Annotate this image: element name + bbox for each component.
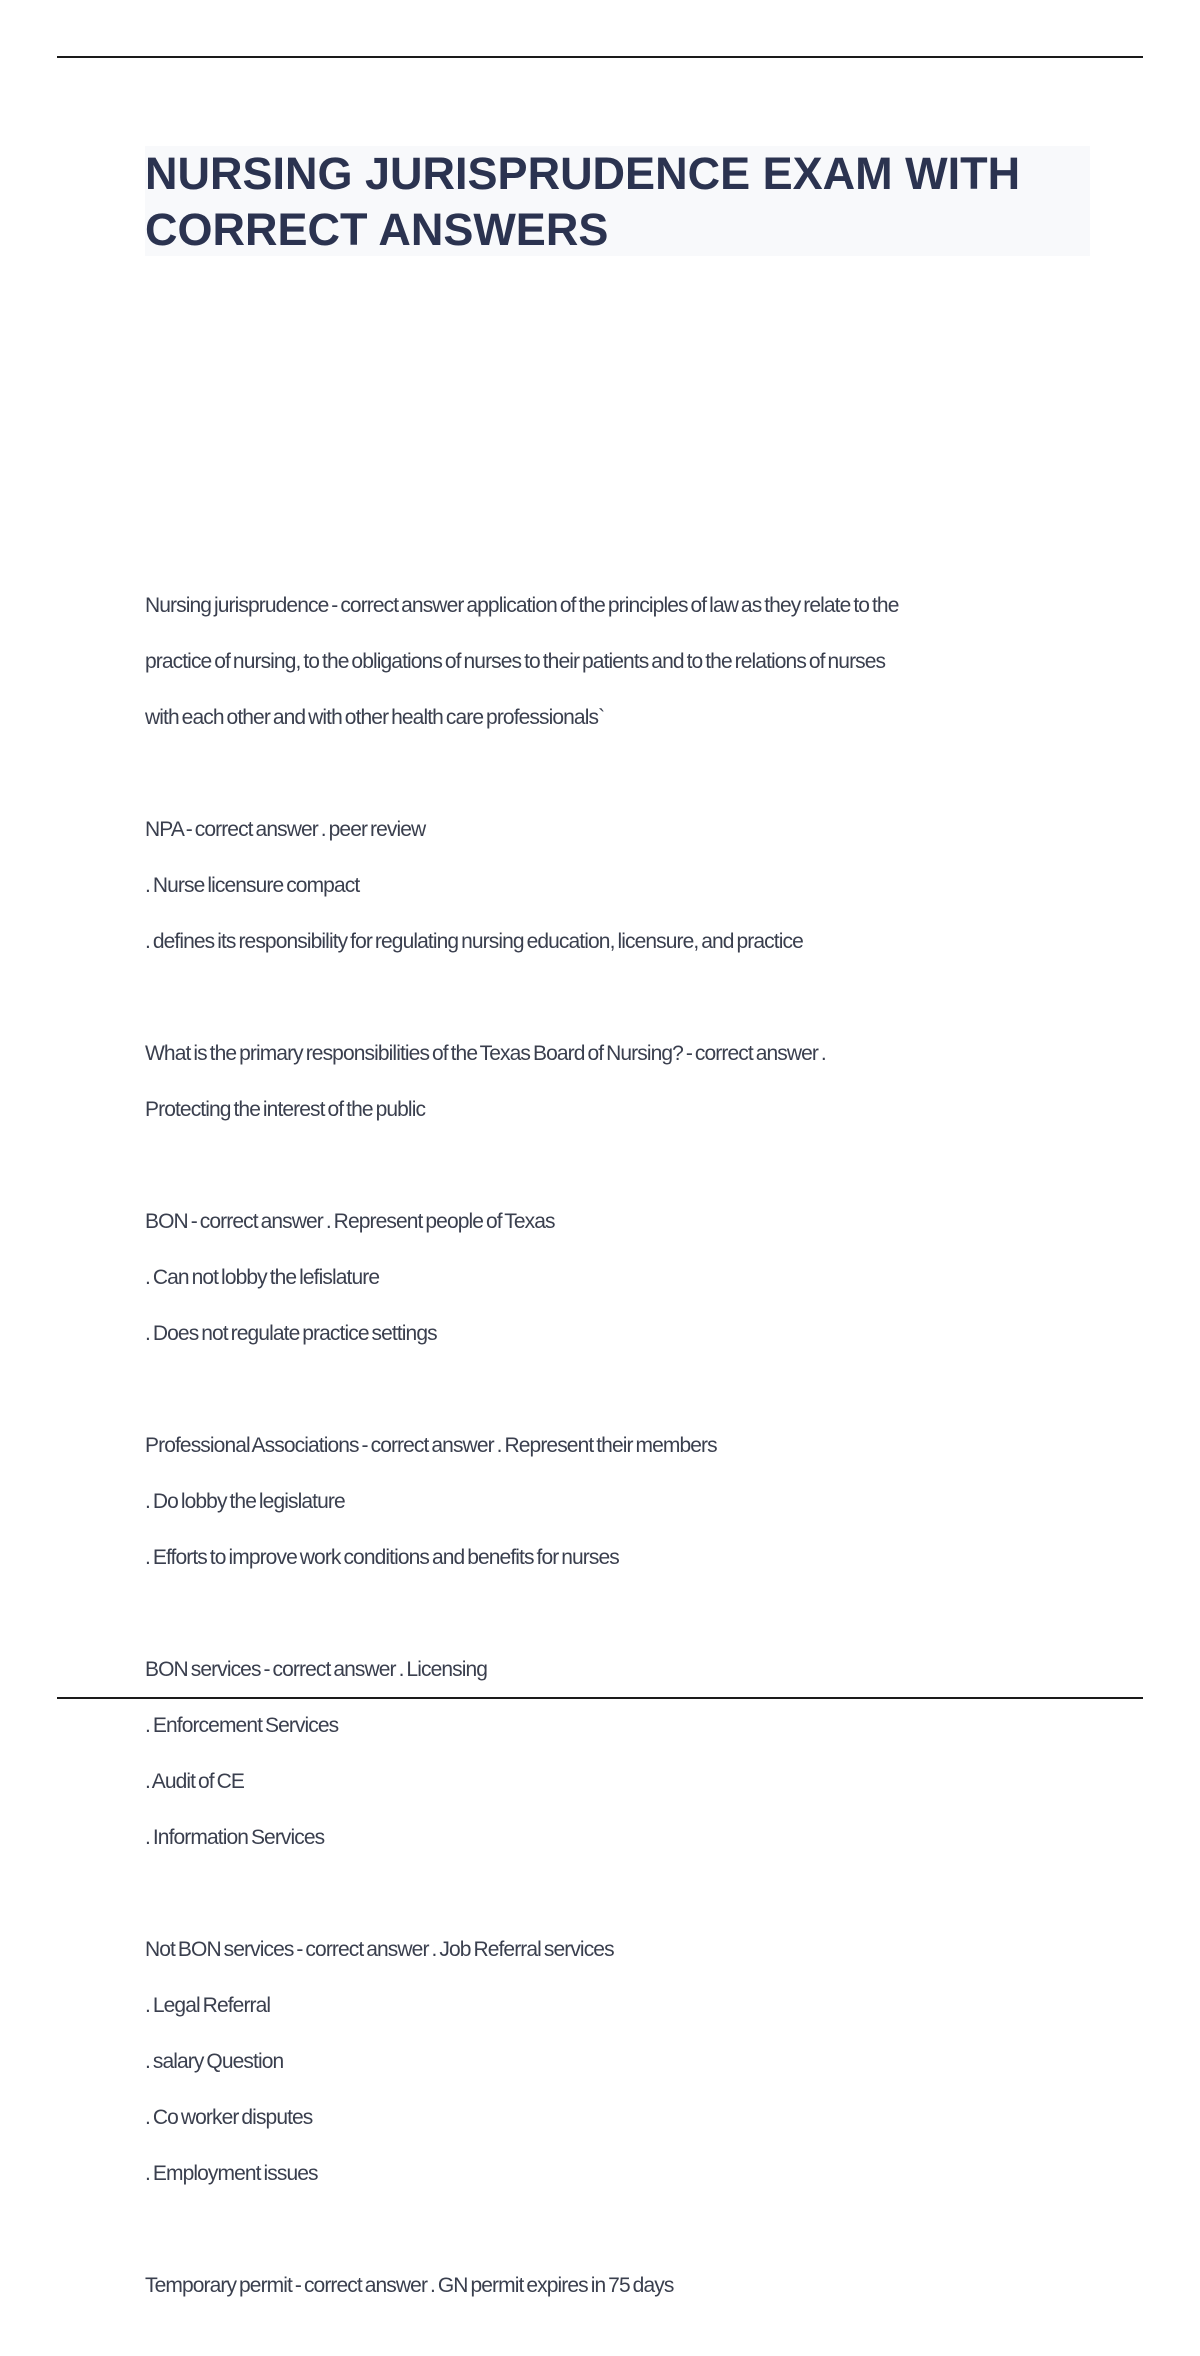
entry-line: What is the primary responsibilities of the Texas Board of Nursing? - correct answer . — [145, 1042, 826, 1065]
qa-entry — [145, 1012, 1095, 1152]
qa-entry — [145, 564, 1095, 760]
entry-line: BON services - correct answer . Licensing — [145, 1658, 488, 1681]
qa-entry — [145, 1180, 1095, 1376]
qa-entry — [145, 1908, 1095, 2216]
entry-line: . salary Question — [145, 2050, 284, 2073]
document-body — [145, 564, 1095, 2356]
entry-line: Temporary permit - correct answer . GN permit expires in 75 days — [145, 2274, 674, 2297]
entry-line: . Co worker disputes — [145, 2106, 313, 2129]
entry-line: . Enforcement Services — [145, 1714, 339, 1737]
qa-entry — [145, 1628, 1095, 1880]
entry-line: . Information Services — [145, 1826, 325, 1849]
qa-entry — [145, 1404, 1095, 1600]
entry-line: NPA - correct answer . peer review — [145, 818, 426, 841]
document-title: NURSING JURISPRUDENCE EXAM WITH CORRECT ANSWERS — [145, 148, 1021, 255]
entry-line: Not BON services - correct answer . Job Referral services — [145, 1938, 614, 1961]
entry-line: Nursing jurisprudence - correct answer application of the principles of law as they relate to the — [145, 594, 899, 617]
qa-entry — [145, 2244, 1095, 2328]
entry-line: . Efforts to improve work conditions and benefits for nurses — [145, 1546, 619, 1569]
entry-line: . defines its responsibility for regulating nursing education, licensure, and practice — [145, 930, 803, 953]
entry-line: . Audit of CE — [145, 1770, 245, 1793]
entry-line: Professional Associations - correct answer . Represent their members — [145, 1434, 717, 1457]
entry-line: . Nurse licensure compact — [145, 874, 360, 897]
entry-line: with each other and with other health care professionals` — [145, 706, 605, 729]
top-rule — [57, 56, 1143, 58]
entry-line: . Legal Referral — [145, 1994, 271, 2017]
bottom-rule — [57, 1697, 1143, 1699]
entry-line: BON - correct answer . Represent people of Texas — [145, 1210, 555, 1233]
entry-line: . Can not lobby the lefislature — [145, 1266, 380, 1289]
qa-entry — [145, 788, 1095, 984]
entry-line: . Does not regulate practice settings — [145, 1322, 437, 1345]
entry-line: . Do lobby the legislature — [145, 1490, 345, 1513]
title-block — [145, 146, 1090, 256]
entry-line: Protecting the interest of the public — [145, 1098, 426, 1121]
entry-line: . Employment issues — [145, 2162, 318, 2185]
entry-line: practice of nursing, to the obligations of nurses to their patients and to the relations of nurses — [145, 650, 886, 673]
